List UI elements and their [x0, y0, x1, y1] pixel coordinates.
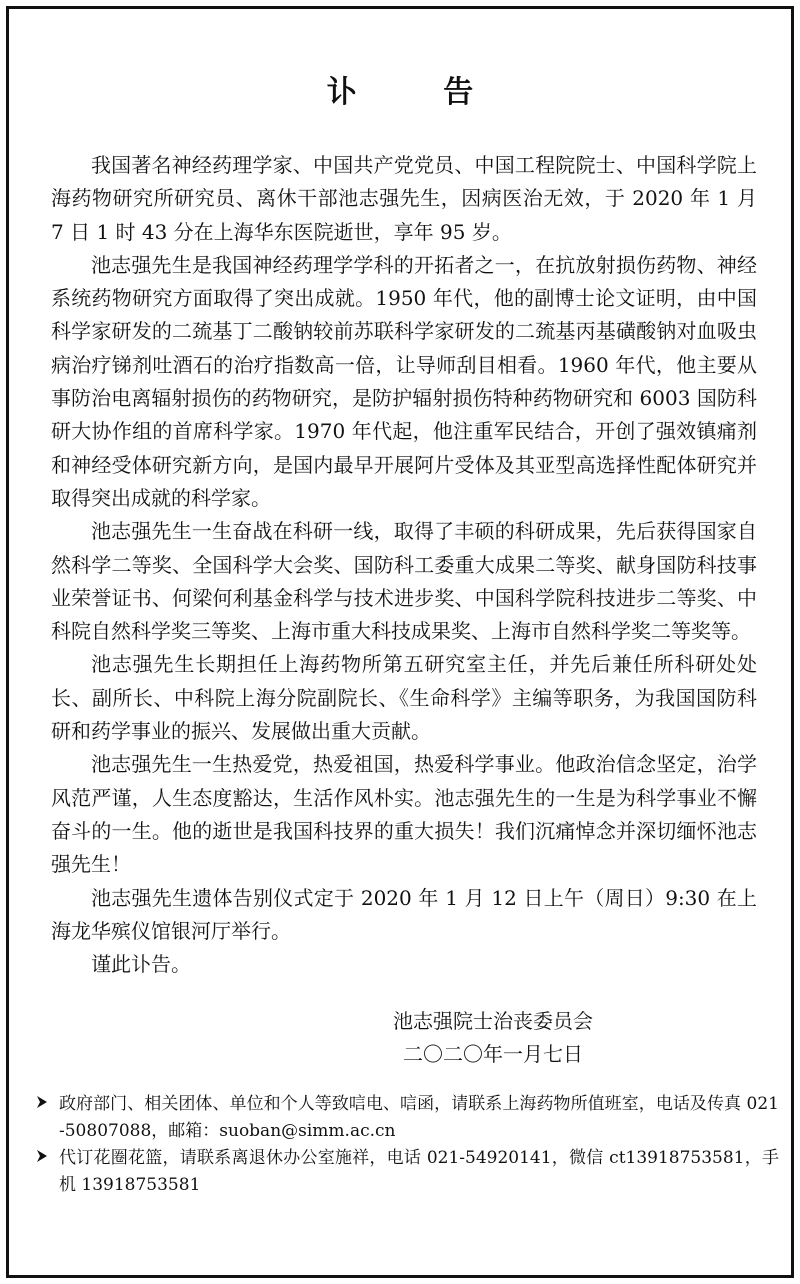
- arrow-bullet-icon: [35, 1091, 59, 1119]
- paragraph: 池志强先生长期担任上海药物所第五研究室主任，并先后兼任所科研处处长、副所长、中科院上海分院副院长、《生命科学》主编等职务，为我国国防科研和药学事业的振兴、发展做出重大贡献。: [51, 652, 757, 744]
- paragraph: 我国著名神经药理学家、中国共产党党员、中国工程院院士、中国科学院上海药物研究所研究员、离休干部池志强先生，因病医治无效，于 2020 年 1 月 7 日 1 时 43 分在上海华东医院逝世，享年 95 岁。: [51, 153, 757, 244]
- signature-date: 二〇二〇年一月七日: [403, 1042, 583, 1066]
- arrow-bullet-icon: [35, 1145, 59, 1173]
- signature-block: [393, 1005, 593, 1071]
- note-text: 代订花圈花篮，请联系离退休办公室施祥，电话 021-54920141，微信 ct13918753581，手机 13918753581: [59, 1148, 779, 1195]
- paragraph: 谨此讣告。: [91, 952, 191, 977]
- paragraph: 池志强先生是我国神经药理学学科的开拓者之一，在抗放射损伤药物、神经系统药物研究方面取得了突出成就。1950 年代，他的副博士论文证明，由中国科学家研发的二巯基丁二酸钠较前苏联科学家研发的二巯基丙基磺酸钠对血吸虫病治疗锑剂吐酒石的治疗指数高一倍，让导师刮目相看。1960 年代，他主要从事防治电离辐射损伤的药物研究，是防护辐射损伤特种药物研究和 6003 国防科研大协作组的首席科学家。1970 年代起，他注重军民结合，开创了强效镇痛剂和神经受体研究新方向，是国内最早开展阿片受体及其亚型高选择性配体研究并取得突出成就的科学家。: [51, 252, 757, 510]
- paragraph: 池志强先生遗体告别仪式定于 2020 年 1 月 12 日上午（周日）9:30 在上海龙华殡仪馆银河厅举行。: [51, 885, 757, 943]
- obituary-frame: [6, 6, 794, 1278]
- paragraph: 池志强先生一生热爱党，热爱祖国，热爱科学事业。他政治信念坚定，治学风范严谨，人生态度豁达，生活作风朴实。池志强先生的一生是为科学事业不懈奋斗的一生。他的逝世是我国科技界的重大损失！我们沉痛悼念并深切缅怀池志强先生！: [51, 752, 757, 877]
- page-title: 讣 告: [326, 75, 512, 110]
- note-item: [35, 1091, 779, 1145]
- notes-list: [35, 1091, 779, 1199]
- committee-name: 池志强院士治丧委员会: [393, 1009, 593, 1033]
- paragraph: 池志强先生一生奋战在科研一线，取得了丰硕的科研成果，先后获得国家自然科学二等奖、全国科学大会奖、国防科工委重大成果二等奖、献身国防科技事业荣誉证书、何梁何利基金科学与技术进步奖、中国科学院科技进步二等奖、中科院自然科学奖三等奖、上海市重大科技成果奖、上海市自然科学奖二等奖等。: [51, 519, 757, 644]
- note-text: 政府部门、相关团体、单位和个人等致唁电、唁函，请联系上海药物所值班室，电话及传真 021-50807088，邮箱：suoban@simm.ac.cn: [59, 1094, 779, 1141]
- obituary-body: [51, 149, 757, 981]
- note-item: [35, 1145, 779, 1199]
